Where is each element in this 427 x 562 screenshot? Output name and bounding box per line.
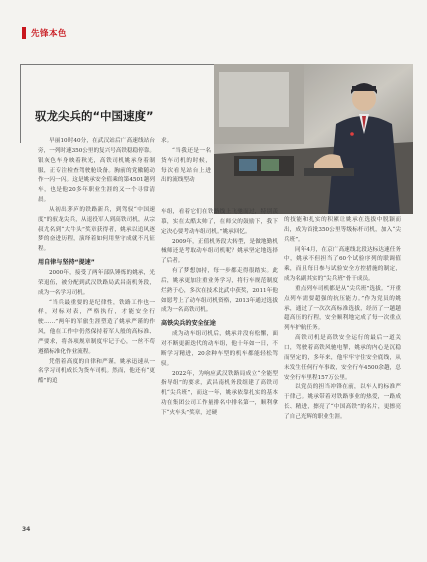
paragraph: 早丽10时40分，在武汉站后广高速线站台旁，一列时速350公里的复兴号高铁稳稳停靠。银灰色车身映着秋光，高铁司机姚承身着制服，正专注检查驾驶舱设备。胸前的党徽随动作一闪一闪。这是姚承安全值乘的第4501趟列车，也是他20多年职业生涯的又一个寻常清晨。 xyxy=(38,138,155,204)
paragraph: 成为动车组司机后，姚承并没有松懈，面对不断更新迭代的动车组，他十年如一日，不断学习精进，20余种车型的机车都能轻松驾驭。 xyxy=(161,331,278,367)
article-headline: 驭龙尖兵的“中国速度” xyxy=(35,109,154,123)
cab-illustration xyxy=(214,64,413,214)
paragraph: 2022年，为响应武汉铁路局成立“全能型指导组”的要求，武昌南机务段组建了高铁司机“尖兵班”，而这一年，姚承依靠扎实的基本功在集团公司工作量排名中排名第一，顺利拿下“火车头”奖章，过硬 xyxy=(161,370,278,416)
paragraph: 高铁司机是高铁安全运行的最后一道关口，驾驶着高铁风驰电掣，姚承的内心是沉稳而坚定的，多年来，他牢牢守住安全底线，从未发生任何行车事故，安全行车4500余趟，总安全行车里程157万公里。 xyxy=(284,335,401,381)
paragraph: 从初出茅庐的铁路新兵，到驾驭“中国速度”的驭龙尖兵，从退役军人到高铁司机，从宗叔尤名到“大牛头”奖章获得者，姚承以追风逐梦的奋进历程，演绎着如何用坚守成就不凡征程。 xyxy=(38,206,155,253)
article-column-2-top xyxy=(161,137,211,186)
article-column-2 xyxy=(161,208,278,419)
paragraph: 以党员的担当冲锋在前，以车人的标准严于律己。姚承带着对铁路事业的热爱，一路成长、精进，擦亮了“中国高铁”的名片，更擦亮了自己光辉的职业生涯。 xyxy=(284,384,401,420)
paragraph: 有了梦想加持，每一步都走得很踏实。此后，姚承更加注重业务学习，将行车规范制度烂熟于心，多次在技术比武中获奖，2011年他如愿考上了动车组司机资格，2013年通过选拔成为一名高铁司机。 xyxy=(161,268,278,314)
paragraph: 求。 xyxy=(161,138,173,144)
section-header xyxy=(22,27,67,39)
driver-photo xyxy=(214,64,413,214)
subheading: 高铁尖兵的安全征途 xyxy=(161,320,216,328)
page-number: 34 xyxy=(22,526,31,533)
section-label: 先锋本色 xyxy=(31,29,68,39)
headline-frame xyxy=(20,64,214,143)
paragraph: “当我还是一名货车司机的时候，每次看见站台上进出的流线型动 xyxy=(161,147,211,184)
paragraph: 重点列车司机都是从“尖兵班”选拔。“开重点列车需要超强的抗压能力。”作为党员的姚承，通过了一次次高标准选拔，经历了一趟趟超高压的行程，安全顺利地完成了每一次重点列车护航任务。 xyxy=(284,285,401,332)
paragraph: 车组，看着它们在铁路线上飞驰而过，特别羡慕，实在太酷太帅了，在师父的鼓励下，我下定决心要考动车组司机。”姚承回忆。 xyxy=(161,209,278,235)
paragraph: 2000年，接受了两年部队锤炼的姚承，光荣退伍，被分配到武汉铁路局武昌南机务段，成为一名学习司机。 xyxy=(38,269,155,296)
paragraph: 同年4月，在京广高速线北段达标达速任务中，姚承不但担当了60个试验序列的联调值乘，而且每日参与试验安全方控措施的制定，成为名副其实的“尖兵班”骨干成员。 xyxy=(284,246,401,283)
article-column-3 xyxy=(284,216,401,423)
paragraph: “当兵最重要的是纪律性，铁路工作也一样，对标对表，严格执行，才能安全行驶……”两年的军旅生涯塑造了姚承严谨的作风，他在工作中仍然保持着军人般的高标准、严要求，将各项规章制度牢记于心，一丝不苟遵循标准化作业流程。 xyxy=(38,299,155,355)
article-column-1 xyxy=(38,137,155,387)
subheading: 用自律与坚持“提速” xyxy=(38,259,95,267)
section-marker xyxy=(22,27,26,39)
paragraph: 2009年，正值机务段大转型，是做地勤机械师还是考取动车组司机呢？姚承坚定地选择了后者。 xyxy=(161,238,278,265)
paragraph: 凭借着高度的自律和严谨，姚承迅速从一名学习司机成长为货车司机。然而，他还有“更酷”的追 xyxy=(38,358,155,385)
paragraph: 的技能和扎实的积累让姚承在选拔中脱颖而出，成为首批350公里等级标杆司机，加入“尖兵班”。 xyxy=(284,217,401,243)
